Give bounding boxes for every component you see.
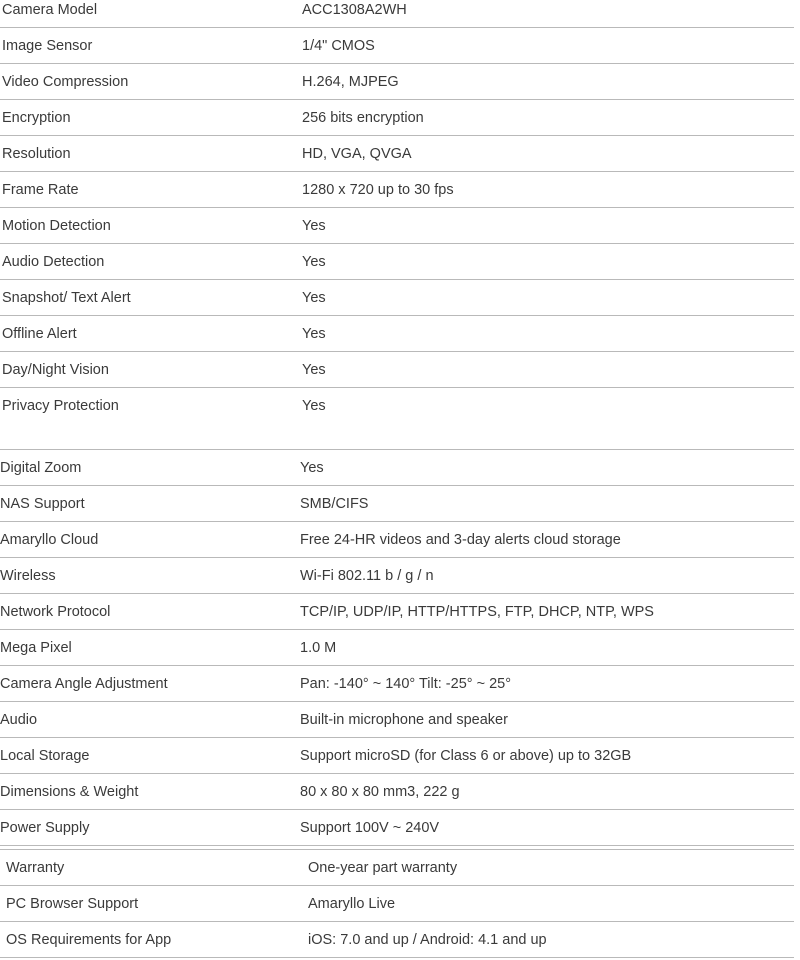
spec-label: Audio Detection [2,254,105,270]
spec-value: Yes [300,460,324,476]
spec-value: Yes [302,362,326,378]
spec-value: 1/4" CMOS [302,38,375,54]
table-row [0,486,794,522]
spec-label: Encryption [2,110,71,126]
table-row [0,136,794,172]
spec-label: OS Requirements for App [6,932,172,948]
spec-label: Camera Angle Adjustment [0,676,168,692]
table-row [0,172,794,208]
spec-value: Free 24-HR videos and 3-day alerts cloud storage [300,532,621,548]
spec-value: 1.0 M [300,640,337,656]
spec-value: H.264, MJPEG [302,74,399,90]
table-row [0,208,794,244]
table-row [0,28,794,64]
table-row [0,64,794,100]
spec-label: Offline Alert [2,326,77,342]
spec-label: Network Protocol [0,604,111,620]
spec-label: Frame Rate [2,182,79,198]
spec-value: Pan: -140° ~ 140° Tilt: -25° ~ 25° [300,676,512,692]
spec-label: Power Supply [0,820,90,836]
spec-value: HD, VGA, QVGA [302,146,412,162]
table-row [0,0,794,28]
spec-value: iOS: 7.0 and up / Android: 4.1 and up [308,932,547,948]
spec-label: NAS Support [0,496,85,512]
table-row [0,352,794,388]
spec-label: Motion Detection [2,218,111,234]
spec-label: Privacy Protection [2,398,119,414]
spec-label: Wireless [0,568,56,584]
table-row [0,922,794,958]
table-row [0,280,794,316]
spec-label: Mega Pixel [0,640,72,656]
table-row [0,666,794,702]
spec-value: Amaryllo Live [308,896,396,912]
spec-label: Image Sensor [2,38,93,54]
table-row [0,886,794,922]
spec-label: Dimensions & Weight [0,784,139,800]
table-row [0,316,794,352]
table-row [0,244,794,280]
table-row [0,738,794,774]
spec-value: Yes [302,254,326,270]
spec-label: Warranty [6,860,65,876]
table-row [0,810,794,846]
spec-value: 1280 x 720 up to 30 fps [302,182,454,198]
spec-label: Camera Model [2,2,98,18]
spec-table-support [0,849,794,958]
spec-value: Support 100V ~ 240V [300,820,440,836]
spec-label: Day/Night Vision [2,362,109,378]
spec-value: 256 bits encryption [302,110,424,126]
spec-label: Digital Zoom [0,460,82,476]
spec-value: SMB/CIFS [300,496,369,512]
spec-label: Amaryllo Cloud [0,532,99,548]
spec-label: Audio [0,712,38,728]
spec-value: Yes [302,398,326,414]
spec-value: Wi-Fi 802.11 b / g / n [300,568,434,584]
spec-label: Snapshot/ Text Alert [2,290,131,306]
spec-value: Support microSD (for Class 6 or above) up to 32GB [300,748,632,764]
table-row [0,774,794,810]
table-row [0,388,794,424]
spec-table-features [0,449,794,846]
table-row [0,702,794,738]
spec-value: ACC1308A2WH [302,2,407,18]
spec-label: Video Compression [2,74,129,90]
table-row [0,522,794,558]
table-row [0,100,794,136]
spec-value: Yes [302,290,326,306]
table-row [0,630,794,666]
spec-table-main [0,0,794,424]
spec-value: TCP/IP, UDP/IP, HTTP/HTTPS, FTP, DHCP, NTP, WPS [300,604,654,620]
spec-label: Resolution [2,146,71,162]
spec-label: Local Storage [0,748,90,764]
spec-value: Built-in microphone and speaker [300,712,508,728]
table-row [0,558,794,594]
spec-label: PC Browser Support [6,896,139,912]
spec-value: 80 x 80 x 80 mm3, 222 g [300,784,460,800]
table-row [0,450,794,486]
spec-value: One-year part warranty [308,860,458,876]
spec-value: Yes [302,218,326,234]
spec-value: Yes [302,326,326,342]
table-row [0,850,794,886]
table-row [0,594,794,630]
